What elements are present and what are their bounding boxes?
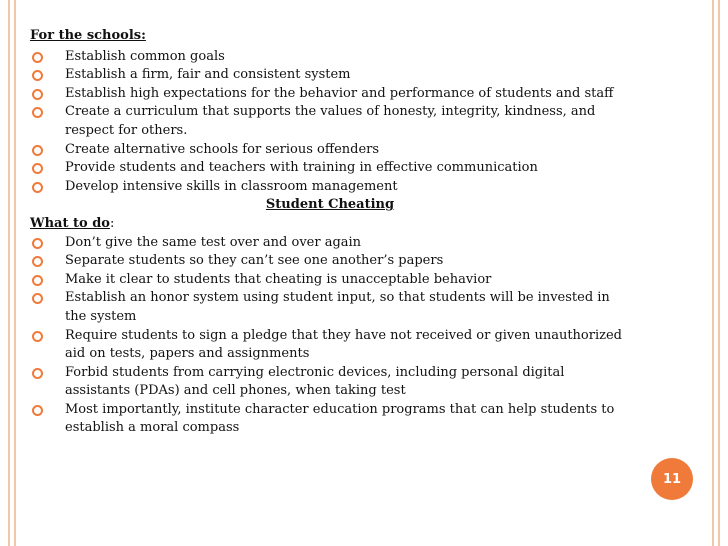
- bullet-circle-icon: [31, 144, 47, 158]
- list-item: [30, 103, 630, 140]
- list-item: [30, 364, 630, 401]
- bullet-circle-icon: [31, 106, 47, 120]
- bullet-circle-icon: [31, 181, 47, 195]
- list-item-text: Separate students so they can’t see one another’s papers: [65, 253, 444, 269]
- right-border-line-outer: [718, 0, 720, 546]
- page-number-badge: 11: [651, 458, 693, 500]
- list-item-text: Establish common goals: [65, 48, 225, 64]
- list-item-text: Establish a firm, fair and consistent system: [65, 67, 351, 83]
- left-border-line-inner: [14, 0, 16, 546]
- cheating-bullet-list: [30, 234, 630, 439]
- list-item: [30, 178, 630, 197]
- bullet-circle-icon: [31, 69, 47, 83]
- list-item-text: Develop intensive skills in classroom management: [65, 178, 398, 194]
- list-item: [30, 48, 630, 67]
- what-to-do-label: What to do: [30, 215, 110, 231]
- list-item-text: Establish high expectations for the behavior and performance of students and staff: [65, 85, 614, 101]
- bullet-circle-icon: [31, 88, 47, 102]
- list-item-text: Create a curriculum that supports the values of honesty, integrity, kindness, and respect for others.: [65, 104, 596, 138]
- list-item-text: Don’t give the same test over and over again: [65, 234, 362, 250]
- bullet-circle-icon: [31, 292, 47, 306]
- list-item: [30, 401, 630, 438]
- bullet-circle-icon: [31, 51, 47, 65]
- bullet-circle-icon: [31, 162, 47, 176]
- schools-bullet-list: [30, 48, 630, 197]
- list-item: [30, 234, 630, 253]
- list-item: [30, 66, 630, 85]
- list-item: [30, 159, 630, 178]
- section-title-student-cheating: Student Cheating: [265, 197, 395, 213]
- list-item: [30, 289, 630, 326]
- what-to-do-colon: :: [109, 215, 115, 231]
- bullet-circle-icon: [31, 255, 47, 269]
- list-item: [30, 327, 630, 364]
- left-border-line-outer: [8, 0, 10, 546]
- bullet-circle-icon: [31, 237, 47, 251]
- section-heading-what-to-do: [30, 215, 630, 234]
- bullet-circle-icon: [31, 367, 47, 381]
- list-item-text: Establish an honor system using student input, so that students will be invested in the system: [65, 290, 610, 324]
- right-border-line-inner: [712, 0, 714, 546]
- slide-content: [30, 27, 630, 438]
- list-item-text: Create alternative schools for serious offenders: [65, 141, 380, 157]
- list-item-text: Provide students and teachers with training in effective communication: [65, 160, 538, 176]
- list-item-text: Forbid students from carrying electronic devices, including personal digital assistants (PDAs) and cell phones, when taking test: [65, 364, 565, 399]
- bullet-circle-icon: [31, 330, 47, 344]
- bullet-circle-icon: [31, 404, 47, 418]
- list-item: [30, 85, 630, 104]
- list-item-text: Make it clear to students that cheating is unacceptable behavior: [65, 271, 492, 287]
- list-item: [30, 271, 630, 290]
- list-item-text: Require students to sign a pledge that they have not received or given unauthorized aid on tests, papers and assignments: [65, 327, 622, 362]
- bullet-circle-icon: [31, 274, 47, 288]
- list-item: [30, 252, 630, 271]
- list-item: [30, 141, 630, 160]
- list-item-text: Most importantly, institute character education programs that can help students to establish a moral compass: [65, 401, 615, 436]
- section-heading-schools: For the schools:: [30, 28, 146, 43]
